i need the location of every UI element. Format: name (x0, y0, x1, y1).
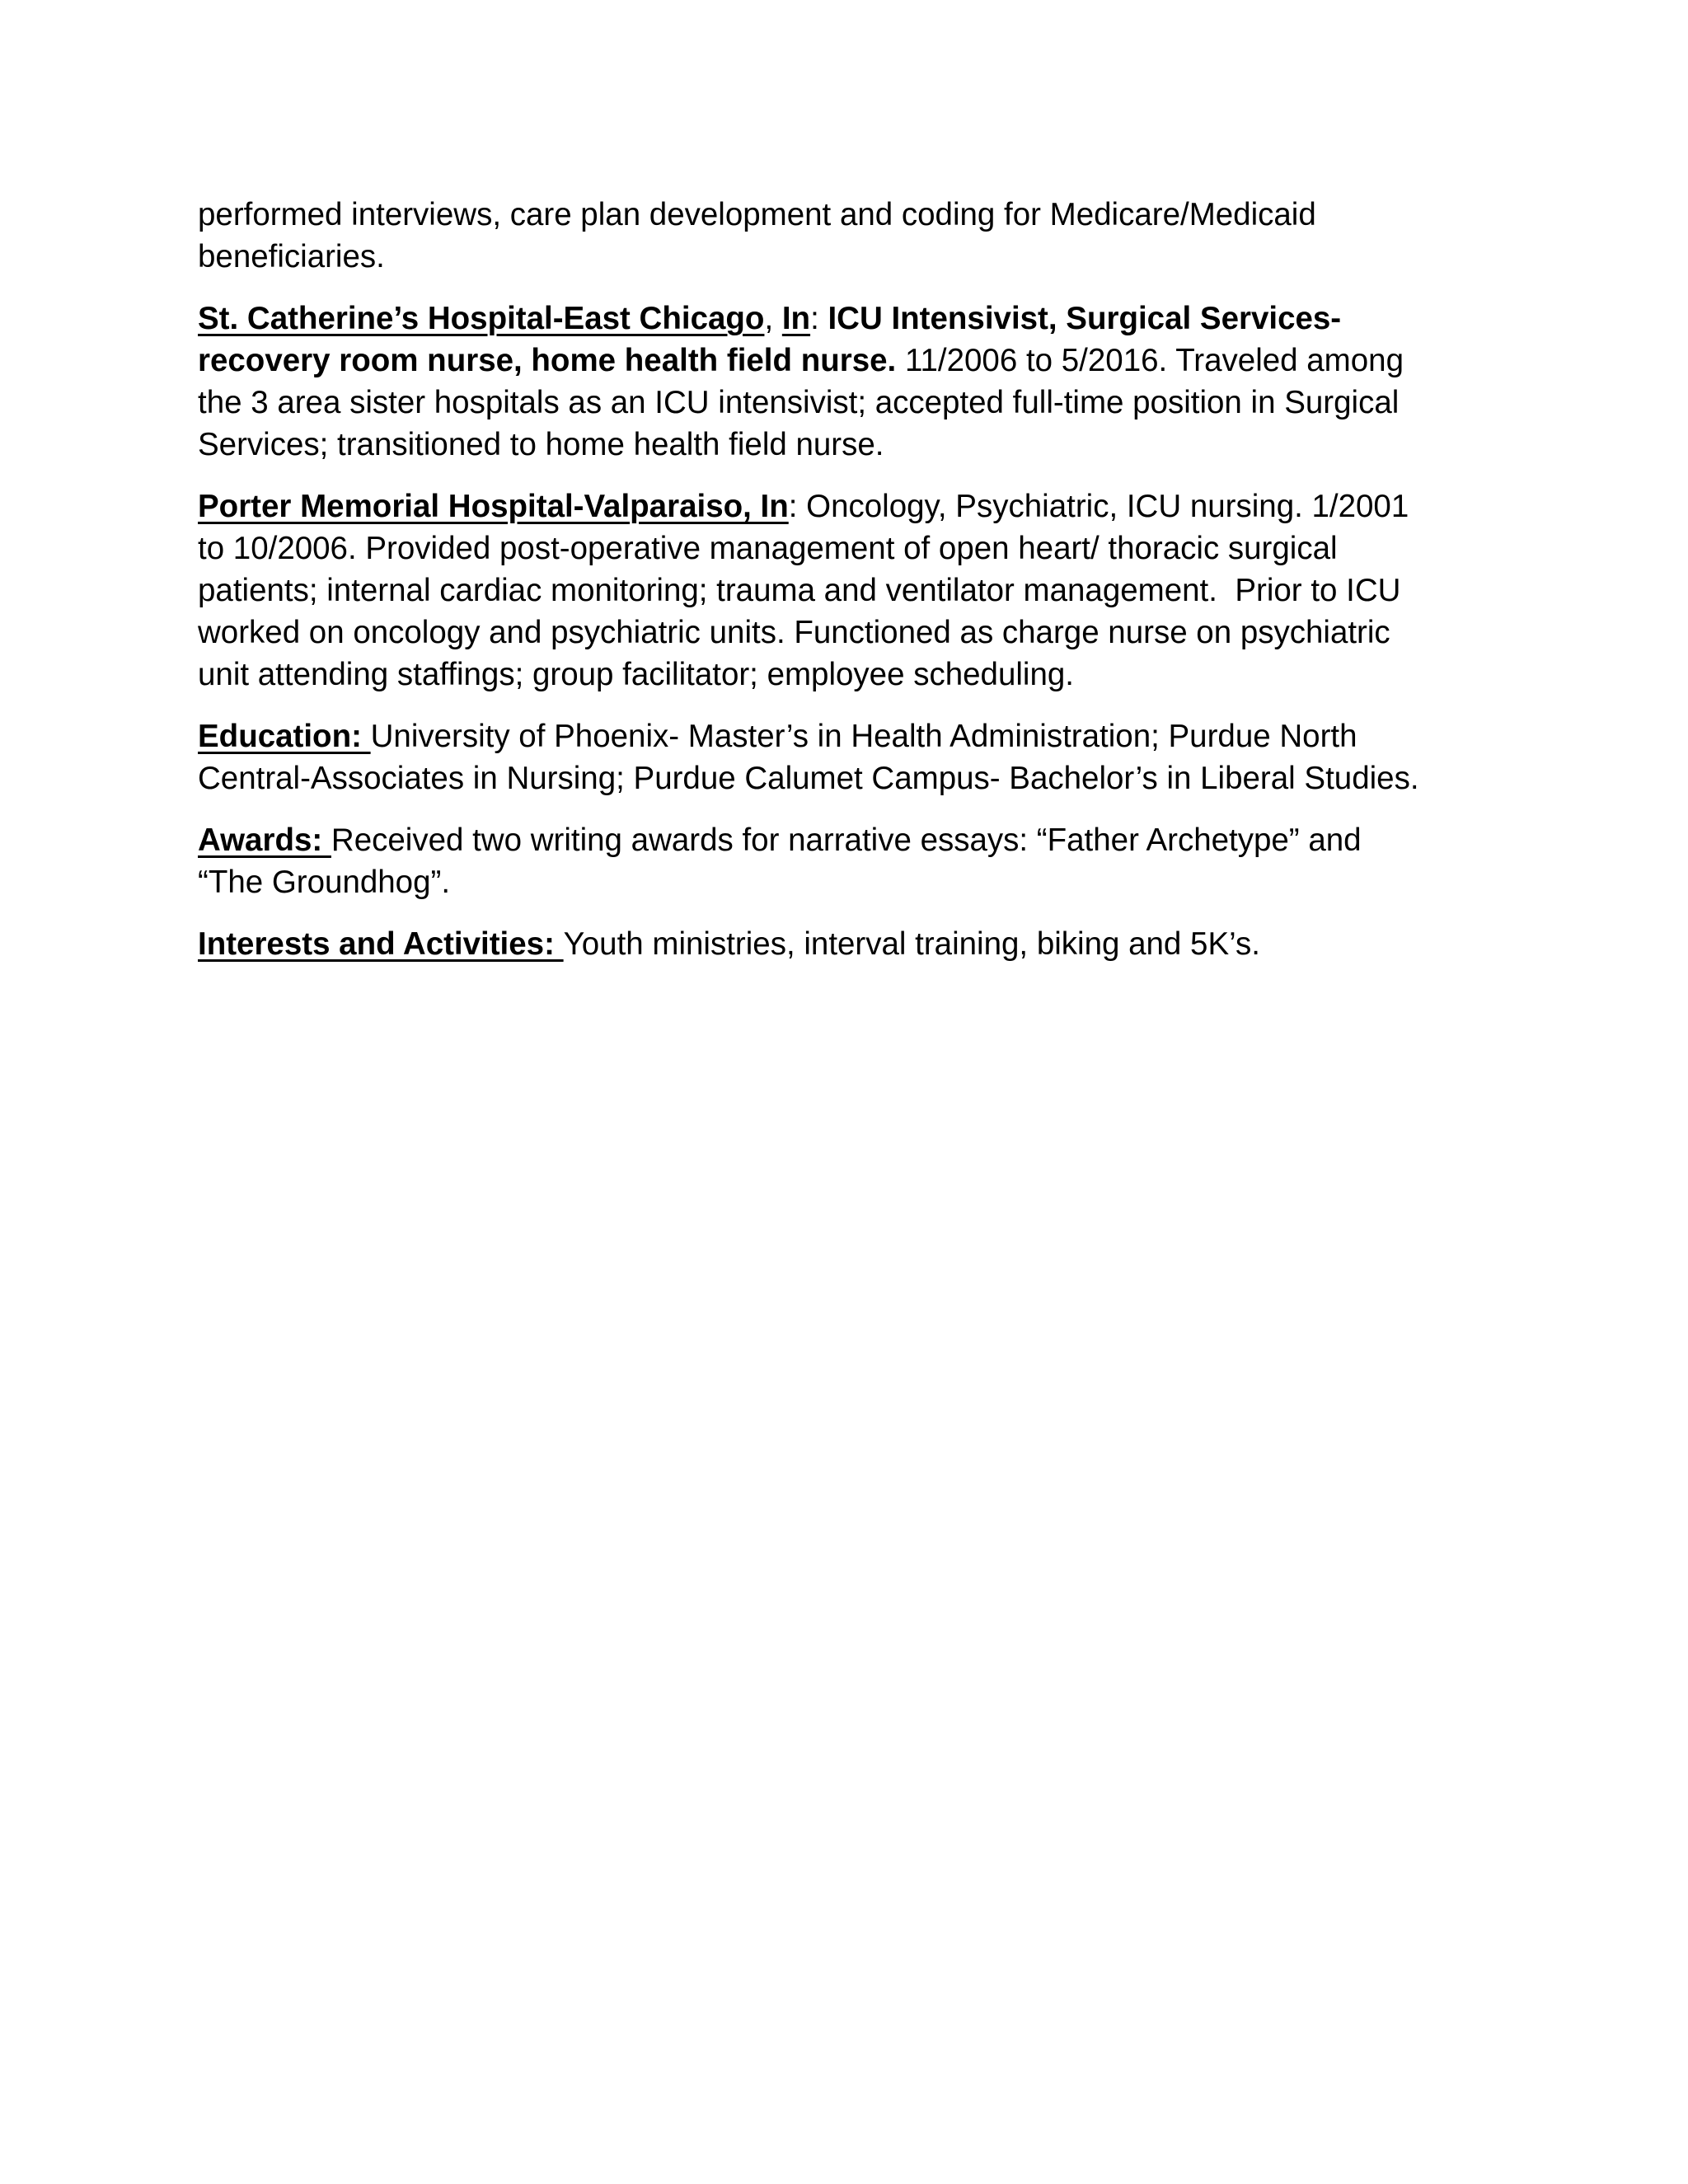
st-catherine-employer: St. Catherine’s Hospital-East Chicago (198, 301, 765, 336)
porter-line-3: patients; internal cardiac monitoring; trauma and ventilator management. Prior to ICU (198, 573, 1401, 608)
interests-section (198, 923, 1484, 965)
resume-page (198, 194, 1484, 985)
education-line-1 (198, 715, 1484, 757)
intro-line-1: performed interviews, care plan development and coding for Medicare/Medicaid (198, 197, 1316, 232)
intro-paragraph (198, 194, 1484, 278)
st-catherine-roles-1: ICU Intensivist, Surgical Services- (828, 301, 1342, 336)
porter-line-1-tail: : Oncology, Psychiatric, ICU nursing. 1/2001 (788, 489, 1409, 524)
awards-line-1 (198, 819, 1484, 861)
st-catherine-sep-1: , (764, 301, 774, 336)
interests-heading: Interests and Activities: (198, 926, 564, 962)
st-catherine-line-1 (198, 298, 1484, 340)
interests-line-1-tail: Youth ministries, interval training, biking and 5K’s. (563, 926, 1260, 962)
st-catherine-line-4: Services; transitioned to home health field nurse. (198, 427, 884, 462)
porter-entry (198, 485, 1484, 696)
education-heading: Education: (198, 719, 371, 754)
st-catherine-line-2 (198, 340, 1484, 382)
awards-heading: Awards: (198, 823, 331, 858)
awards-section (198, 819, 1484, 903)
st-catherine-line-3: the 3 area sister hospitals as an ICU intensivist; accepted full-time position in Surgical (198, 385, 1400, 420)
porter-employer: Porter Memorial Hospital-Valparaiso, In (198, 489, 789, 524)
education-line-1-tail: University of Phoenix- Master’s in Health Administration; Purdue North (370, 719, 1357, 754)
education-line-2: Central-Associates in Nursing; Purdue Calumet Campus- Bachelor’s in Liberal Studies. (198, 761, 1419, 796)
awards-line-1-tail: Received two writing awards for narrative essays: “Father Archetype” and (331, 823, 1362, 858)
porter-line-1 (198, 485, 1484, 527)
education-section (198, 715, 1484, 799)
st-catherine-entry (198, 298, 1484, 466)
porter-line-4: worked on oncology and psychiatric units. Functioned as charge nurse on psychiatric (198, 615, 1390, 650)
st-catherine-roles-2: recovery room nurse, home health field nurse. (198, 343, 897, 378)
st-catherine-dates: 11/2006 to 5/2016. Traveled among (896, 343, 1404, 378)
intro-line-2: beneficiaries. (198, 239, 385, 274)
porter-line-2: to 10/2006. Provided post-operative management of open heart/ thoracic surgical (198, 531, 1338, 566)
st-catherine-state: In (781, 301, 811, 336)
st-catherine-sep-2: : (810, 301, 819, 336)
porter-line-5: unit attending staffings; group facilitator; employee scheduling. (198, 657, 1074, 692)
interests-line-1 (198, 923, 1484, 965)
awards-line-2: “The Groundhog”. (198, 865, 451, 900)
